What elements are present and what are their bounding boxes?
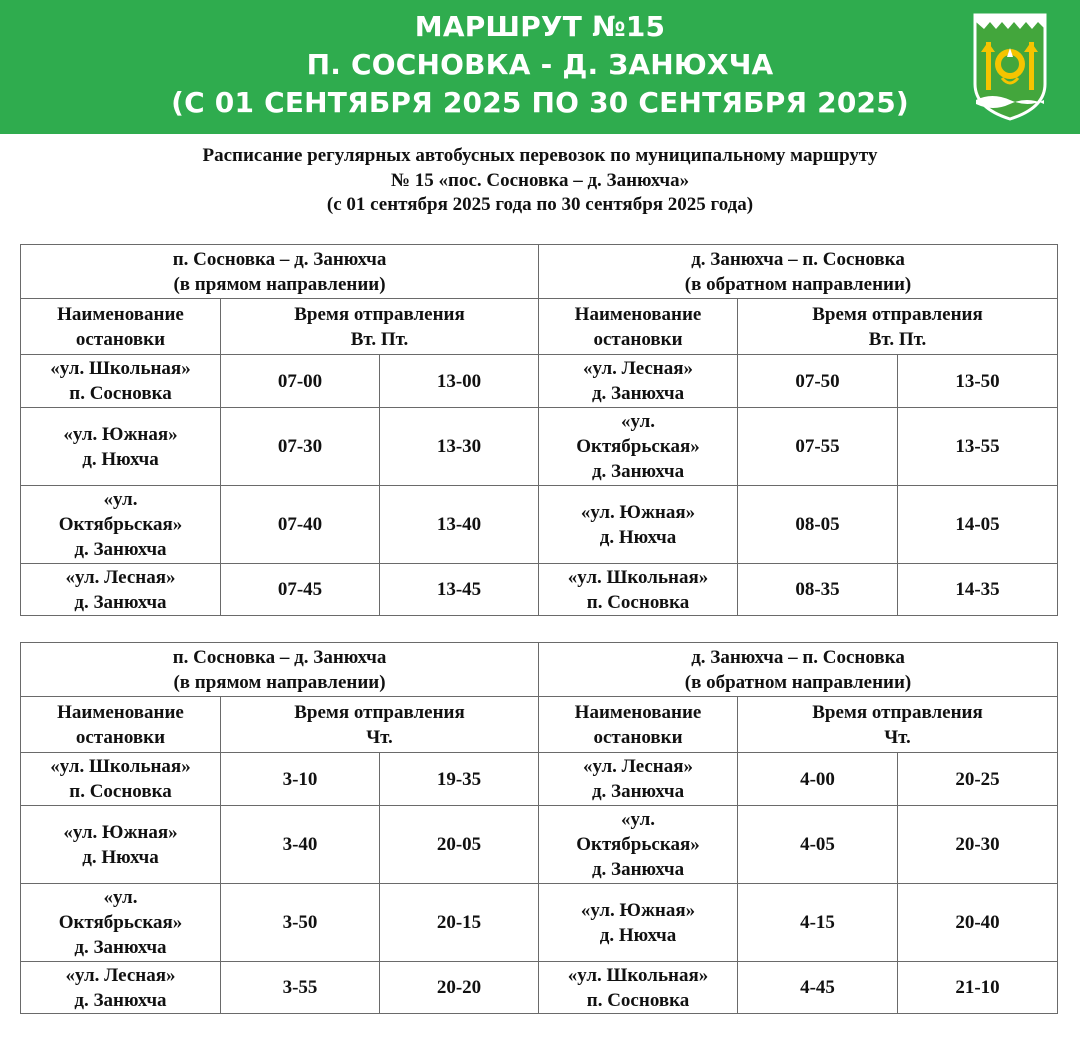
forward-stop-name: «ул. Южная» д. Нюхча: [21, 408, 221, 486]
backward-time-1: 08-05: [738, 486, 898, 564]
backward-stop-name: «ул. Южная» д. Нюхча: [539, 486, 738, 564]
backward-time-1: 4-45: [738, 962, 898, 1014]
backward-stop-name: «ул. Октябрьская» д. Занюхча: [539, 408, 738, 486]
backward-time-1: 4-00: [738, 753, 898, 806]
forward-time-2: 13-45: [380, 564, 539, 616]
backward-time-2: 13-50: [898, 355, 1058, 408]
backward-time-2: 20-30: [898, 806, 1058, 884]
forward-time-2: 20-05: [380, 806, 539, 884]
coat-of-arms-icon: [972, 12, 1048, 122]
backward-time-2: 21-10: [898, 962, 1058, 1014]
forward-time-2: 13-00: [380, 355, 539, 408]
stop-name-header: Наименование остановки: [539, 697, 738, 753]
heading-line: № 15 «пос. Сосновка – д. Занюхча»: [390, 169, 690, 191]
table-row: [21, 753, 1058, 806]
forward-time-1: 07-00: [221, 355, 380, 408]
departure-time-header: Время отправления Чт.: [738, 697, 1058, 753]
table-row: [21, 486, 1058, 564]
backward-time-2: 13-55: [898, 408, 1058, 486]
departure-time-header: Время отправления Чт.: [221, 697, 539, 753]
backward-time-1: 4-05: [738, 806, 898, 884]
backward-stop-name: «ул. Школьная» п. Сосновка: [539, 962, 738, 1014]
backward-stop-name: «ул. Школьная» п. Сосновка: [539, 564, 738, 616]
direction-header-row: [21, 643, 1058, 697]
forward-time-1: 07-40: [221, 486, 380, 564]
backward-time-1: 08-35: [738, 564, 898, 616]
stop-name-header: Наименование остановки: [21, 299, 221, 355]
forward-stop-name: «ул. Школьная» п. Сосновка: [21, 753, 221, 806]
forward-direction-title: п. Сосновка – д. Занюхча (в прямом направлении): [21, 643, 539, 697]
backward-stop-name: «ул. Лесная» д. Занюхча: [539, 753, 738, 806]
backward-stop-name: «ул. Лесная» д. Занюхча: [539, 355, 738, 408]
backward-time-2: 14-05: [898, 486, 1058, 564]
banner-title-line: П. СОСНОВКА - Д. ЗАНЮХЧА: [306, 48, 774, 81]
heading-line: (с 01 сентября 2025 года по 30 сентября 2025 года): [326, 194, 754, 215]
schedule-table-tue-fri: [20, 244, 1058, 616]
stop-name-header: Наименование остановки: [21, 697, 221, 753]
backward-time-2: 20-40: [898, 884, 1058, 962]
table-row: [21, 564, 1058, 616]
backward-stop-name: «ул. Южная» д. Нюхча: [539, 884, 738, 962]
table-row: [21, 408, 1058, 486]
backward-time-2: 20-25: [898, 753, 1058, 806]
forward-stop-name: «ул. Лесная» д. Занюхча: [21, 962, 221, 1014]
forward-stop-name: «ул. Южная» д. Нюхча: [21, 806, 221, 884]
forward-time-1: 3-50: [221, 884, 380, 962]
table-row: [21, 962, 1058, 1014]
table-row: [21, 355, 1058, 408]
forward-time-2: 19-35: [380, 753, 539, 806]
forward-time-2: 20-20: [380, 962, 539, 1014]
heading-line: Расписание регулярных автобусных перевозок по муниципальному маршруту: [202, 145, 878, 166]
forward-time-2: 13-30: [380, 408, 539, 486]
backward-time-2: 14-35: [898, 564, 1058, 616]
forward-stop-name: «ул. Лесная» д. Занюхча: [21, 564, 221, 616]
direction-header-row: [21, 245, 1058, 299]
forward-direction-title: п. Сосновка – д. Занюхча (в прямом направлении): [21, 245, 539, 299]
forward-time-1: 07-30: [221, 408, 380, 486]
schedule-table-thu: [20, 642, 1058, 1014]
forward-time-2: 20-15: [380, 884, 539, 962]
banner-title-line: МАРШРУТ №15: [414, 10, 666, 43]
stop-name-header: Наименование остановки: [539, 299, 738, 355]
backward-stop-name: «ул. Октябрьская» д. Занюхча: [539, 806, 738, 884]
schedule-heading: [40, 144, 1040, 218]
forward-time-2: 13-40: [380, 486, 539, 564]
column-header-row: [21, 697, 1058, 753]
backward-time-1: 4-15: [738, 884, 898, 962]
forward-time-1: 07-45: [221, 564, 380, 616]
backward-direction-title: д. Занюхча – п. Сосновка (в обратном направлении): [539, 643, 1058, 697]
banner-title: [0, 8, 1080, 122]
forward-time-1: 3-10: [221, 753, 380, 806]
departure-time-header: Время отправления Вт. Пт.: [221, 299, 539, 355]
departure-time-header: Время отправления Вт. Пт.: [738, 299, 1058, 355]
forward-stop-name: «ул. Школьная» п. Сосновка: [21, 355, 221, 408]
forward-time-1: 3-40: [221, 806, 380, 884]
forward-stop-name: «ул. Октябрьская» д. Занюхча: [21, 884, 221, 962]
backward-direction-title: д. Занюхча – п. Сосновка (в обратном направлении): [539, 245, 1058, 299]
table-row: [21, 884, 1058, 962]
banner-title-line: (С 01 СЕНТЯБРЯ 2025 ПО 30 СЕНТЯБРЯ 2025): [171, 86, 909, 119]
backward-time-1: 07-55: [738, 408, 898, 486]
table-row: [21, 806, 1058, 884]
route-banner: [0, 0, 1080, 134]
backward-time-1: 07-50: [738, 355, 898, 408]
column-header-row: [21, 299, 1058, 355]
forward-time-1: 3-55: [221, 962, 380, 1014]
forward-stop-name: «ул. Октябрьская» д. Занюхча: [21, 486, 221, 564]
